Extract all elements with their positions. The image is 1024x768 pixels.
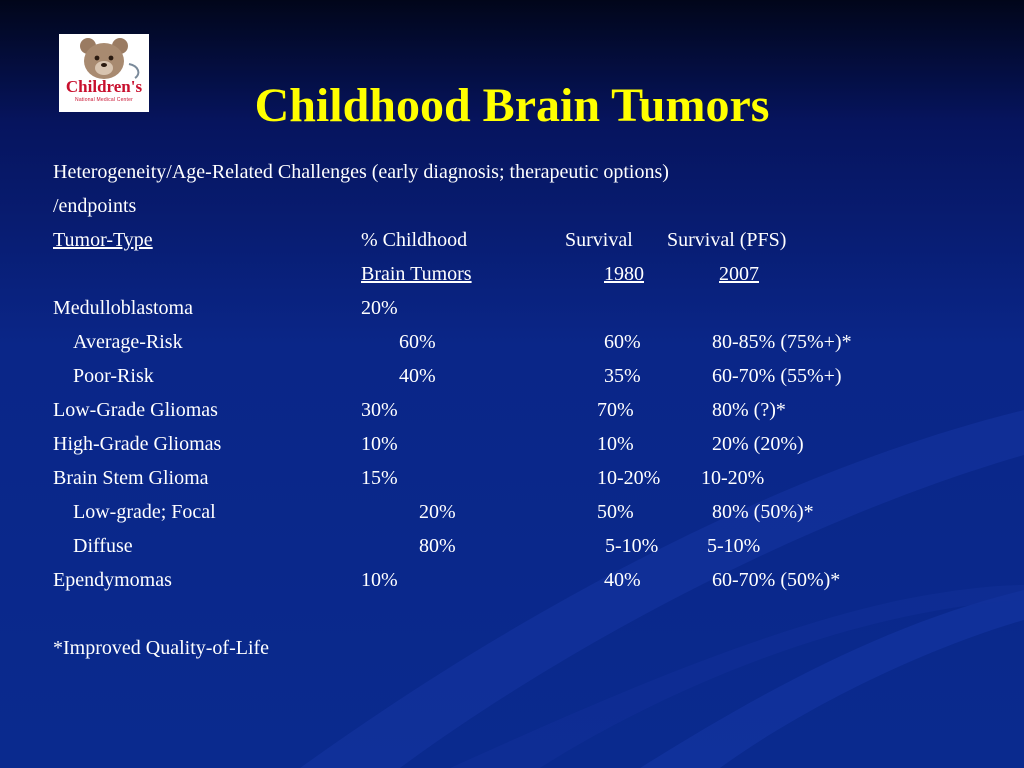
table-row	[0, 529, 1024, 563]
tumor-name: Brain Stem Glioma	[53, 467, 209, 489]
pct-childhood: 20%	[419, 501, 456, 523]
header-pct-childhood: % Childhood	[361, 229, 468, 251]
footnote: *Improved Quality-of-Life	[53, 637, 270, 659]
survival-2007: 10-20%	[701, 467, 765, 489]
tumor-name: Low-Grade Gliomas	[53, 399, 218, 421]
header-year-2007: 2007	[719, 263, 759, 285]
pct-childhood: 40%	[399, 365, 436, 387]
pct-childhood: 60%	[399, 331, 436, 353]
survival-2007: 20% (20%)	[712, 433, 804, 455]
table-row	[0, 291, 1024, 325]
tumor-name: Low-grade; Focal	[73, 501, 216, 523]
survival-1980: 10%	[597, 433, 634, 455]
survival-2007: 60-70% (50%)*	[712, 569, 841, 591]
table-row	[0, 461, 1024, 495]
intro-text-1: Heterogeneity/Age-Related Challenges (early diagnosis; therapeutic options)	[53, 161, 669, 183]
pct-childhood: 10%	[361, 433, 398, 455]
intro-text-2: /endpoints	[53, 195, 137, 217]
tumor-name: Average-Risk	[73, 331, 183, 353]
survival-1980: 10-20%	[597, 467, 661, 489]
survival-1980: 35%	[604, 365, 641, 387]
survival-2007: 60-70% (55%+)	[712, 365, 842, 387]
tumor-name: High-Grade Gliomas	[53, 433, 222, 455]
survival-2007: 80% (50%)*	[712, 501, 814, 523]
pct-childhood: 10%	[361, 569, 398, 591]
survival-2007: 5-10%	[707, 535, 761, 557]
survival-1980: 50%	[597, 501, 634, 523]
table-row	[0, 325, 1024, 359]
pct-childhood: 80%	[419, 535, 456, 557]
tumor-name: Diffuse	[73, 535, 133, 557]
pct-childhood: 15%	[361, 467, 398, 489]
table-row	[0, 427, 1024, 461]
survival-1980: 70%	[597, 399, 634, 421]
header-tumor-type: Tumor-Type	[53, 229, 153, 251]
survival-1980: 60%	[604, 331, 641, 353]
logo-subtext: National Medical Center	[75, 97, 133, 103]
table-row	[0, 563, 1024, 597]
intro-line-1	[0, 155, 1024, 189]
table-row	[0, 495, 1024, 529]
logo-text: Children's	[65, 77, 143, 96]
tumor-name: Ependymomas	[53, 569, 172, 591]
tumor-name: Medulloblastoma	[53, 297, 193, 319]
table-header-row	[0, 223, 1024, 257]
survival-1980: 5-10%	[605, 535, 659, 557]
footnote-line	[0, 631, 1024, 665]
table-header-row-2	[0, 257, 1024, 291]
slide-title: Childhood Brain Tumors	[254, 79, 770, 132]
pct-childhood: 30%	[361, 399, 398, 421]
header-survival: Survival	[565, 229, 633, 251]
survival-1980: 40%	[604, 569, 641, 591]
header-brain-tumors: Brain Tumors	[361, 263, 472, 285]
pct-childhood: 20%	[361, 297, 398, 319]
survival-2007: 80% (?)*	[712, 399, 786, 421]
intro-line-2	[0, 189, 1024, 223]
table-row	[0, 393, 1024, 427]
table-row	[0, 359, 1024, 393]
header-survival-pfs: Survival (PFS)	[667, 229, 787, 251]
header-year-1980: 1980	[604, 263, 644, 285]
survival-2007: 80-85% (75%+)*	[712, 331, 852, 353]
tumor-name: Poor-Risk	[73, 365, 154, 387]
